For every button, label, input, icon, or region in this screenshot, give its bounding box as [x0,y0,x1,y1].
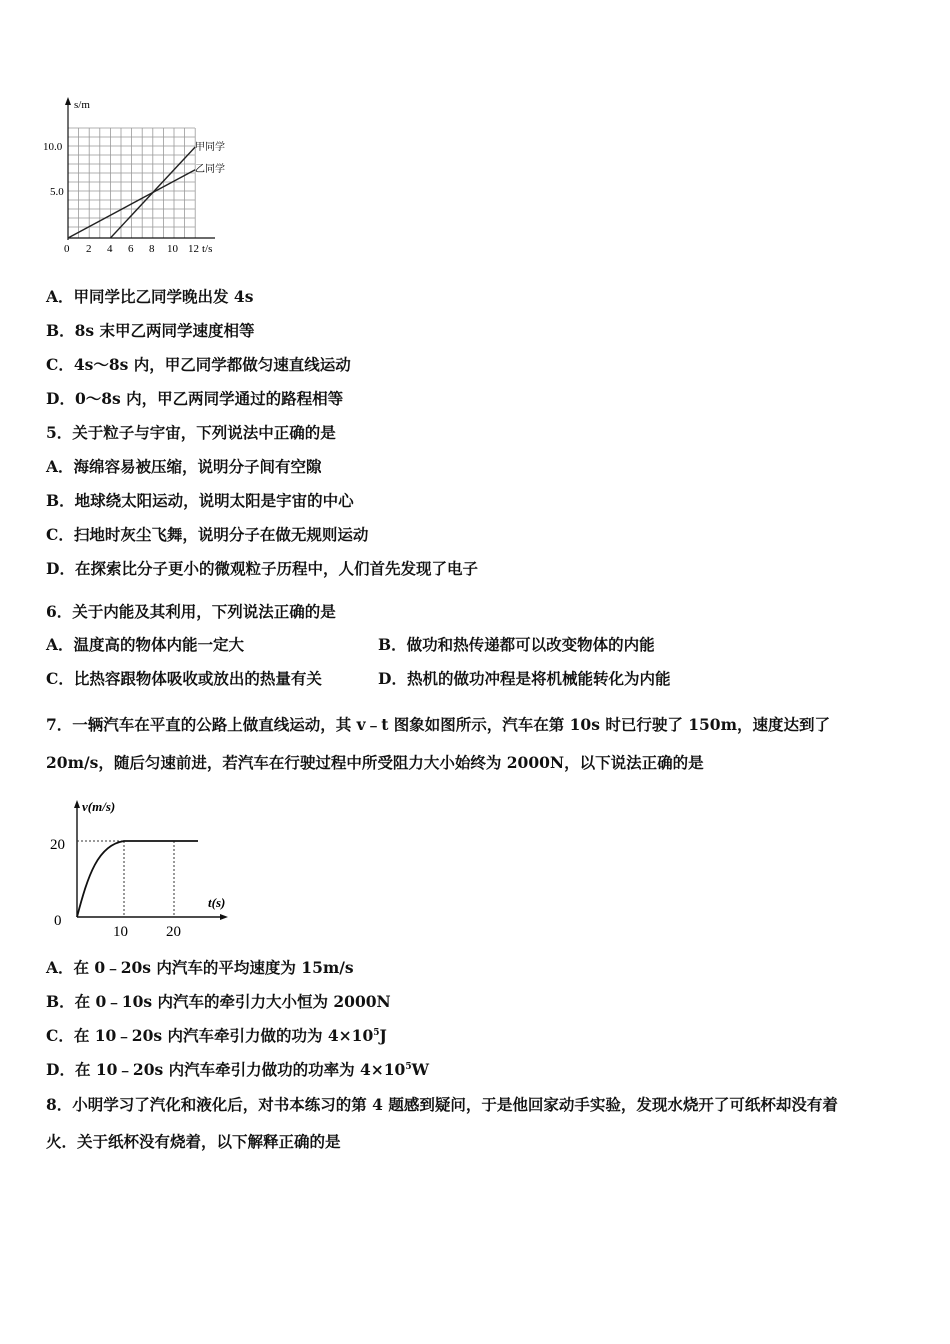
q4-option-c: C．4s～8s 内，甲乙同学都做匀速直线运动 [46,355,351,374]
q7-option-c: C．在 10﹣20s 内汽车牵引力做的功为 $4\times 10^5J$ [46,1026,387,1045]
q7-option-b: B．在 0﹣10s 内汽车的牵引力大小恒为 2000N [46,992,391,1011]
st-xtick-6: 6 [128,243,134,255]
q8-stem-line2: 火．关于纸杯没有烧着，以下解释正确的是 [46,1132,341,1151]
vt-curve [77,841,198,917]
vt-xtick-20: 20 [166,924,181,940]
st-xlabel: t/s [202,243,213,255]
q8-stem-line1: 8．小明学习了汽化和液化后，对书本练习的第 4 题感到疑问，于是他回家动手实验，发现水烧开了可纸杯却没有着 [46,1095,838,1114]
q7-option-a: A．在 0﹣20s 内汽车的平均速度为 15m/s [46,958,354,977]
q7-stem-line1: 7．一辆汽车在平直的公路上做直线运动，其 v﹣t 图象如图所示，汽车在第 10s 时已行驶了 150m，速度达到了 [46,715,830,734]
st-ytick-5: 5.0 [50,186,64,198]
vt-ylabel: v(m/s) [82,799,116,814]
st-xtick-2: 2 [86,243,92,255]
q4-option-a: A．甲同学比乙同学晚出发 4s [46,287,254,306]
q6-option-c: C．比热容跟物体吸收或放出的热量有关 [46,669,322,688]
st-graph [40,92,235,262]
q5-option-a: A．海绵容易被压缩，说明分子间有空隙 [46,457,322,476]
q7-option-d: D．在 10﹣20s 内汽车牵引力做功的功率为 $4\times 10^5W$ [46,1060,430,1079]
q6-option-a: A．温度高的物体内能一定大 [46,635,245,654]
st-ytick-10: 10.0 [43,141,63,153]
q5-option-d: D．在探索比分子更小的微观粒子历程中，人们首先发现了电子 [46,559,478,578]
vt-origin: 0 [54,913,62,929]
vt-xtick-10: 10 [113,924,128,940]
vt-xlabel: t(s) [208,895,226,910]
st-xtick-10: 10 [167,243,178,255]
st-xtick-4: 4 [107,243,113,255]
q6-option-d: D．热机的做功冲程是将机械能转化为内能 [378,669,671,688]
q4-option-d: D．0～8s 内，甲乙两同学通过的路程相等 [46,389,344,408]
q7-stem-line2: 20m/s，随后匀速前进，若汽车在行驶过程中所受阻力大小始终为 2000N，以下说法正确的是 [46,753,704,772]
q6-option-b: B．做功和热传递都可以改变物体的内能 [378,635,655,654]
vt-ytick-20: 20 [50,837,65,853]
st-grid [68,128,195,238]
legend-jia: 甲同学 [195,142,225,153]
q6-stem: 6．关于内能及其利用，下列说法正确的是 [46,602,336,621]
st-xtick-0: 0 [64,243,70,255]
q4-option-b: B．8s 末甲乙两同学速度相等 [46,321,255,340]
vt-y-arrow [74,800,80,808]
q5-option-c: C．扫地时灰尘飞舞，说明分子在做无规则运动 [46,525,369,544]
q5-option-b: B．地球绕太阳运动，说明太阳是宇宙的中心 [46,491,354,510]
st-ylabel: s/m [74,99,90,111]
vt-graph [40,795,240,945]
st-xtick-8: 8 [149,243,155,255]
st-xtick-12: 12 [188,243,199,255]
q5-stem: 5．关于粒子与宇宙，下列说法中正确的是 [46,423,336,442]
vt-x-arrow [220,914,228,920]
st-y-arrow [65,97,71,105]
legend-yi: 乙同学 [195,164,225,175]
